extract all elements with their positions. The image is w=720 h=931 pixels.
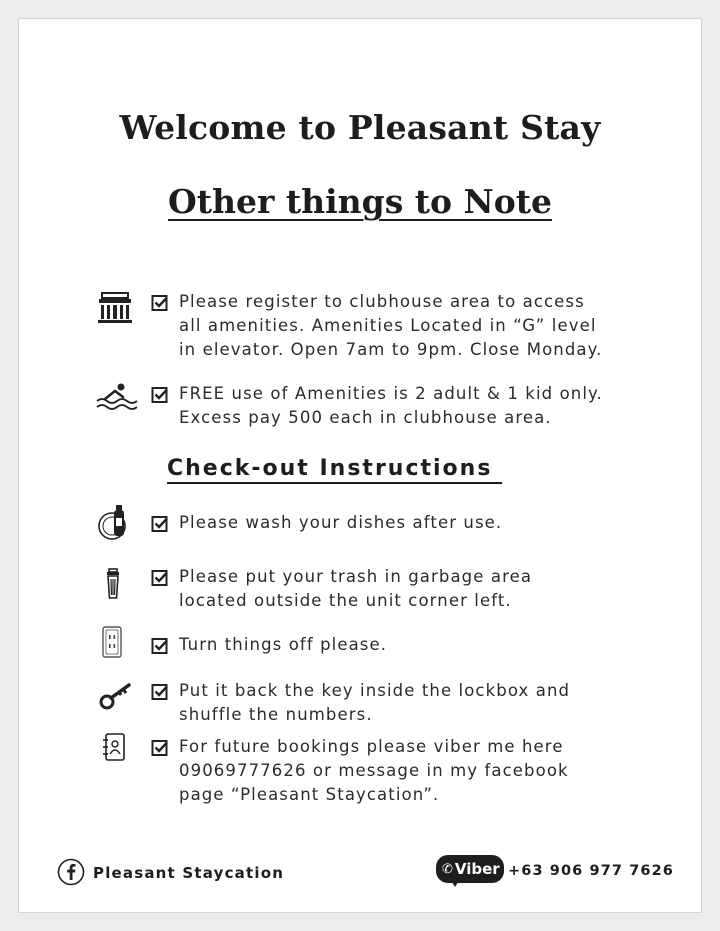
page-title: Welcome to Pleasant Stay <box>119 108 601 147</box>
swimmer-icon <box>95 381 145 421</box>
dish-soap-icon <box>95 502 145 542</box>
note-text: Please register to clubhouse area to access all amenities. Amenities Located in “G” level in elevator. Open 7am to 9pm. Close Monday. <box>179 292 603 359</box>
checkout-text: Put it back the key inside the lockbox and shuffle the numbers. <box>179 681 571 724</box>
key-icon <box>95 680 145 720</box>
checkout-text: Turn things off please. <box>179 635 388 654</box>
note-item <box>95 383 655 463</box>
viber-label: Viber <box>454 860 500 878</box>
page-subtitle: Other things to Note <box>168 182 552 221</box>
checkout-text: Please wash your dishes after use. <box>179 513 503 532</box>
viber-contact <box>436 855 674 889</box>
checkout-text: For future bookings please viber me here 09069777626 or message in my facebook page “Pleasant Staycation”. <box>179 737 569 804</box>
note-item <box>95 291 655 371</box>
checkout-item <box>95 736 655 816</box>
viber-bubble-tail <box>450 879 460 887</box>
phone-number: +63 906 977 7626 <box>508 863 674 879</box>
checkout-text: Please put your trash in garbage area located outside the unit corner left. <box>179 567 533 610</box>
viber-logo <box>436 855 504 883</box>
checkbox-checked-icon <box>151 637 169 655</box>
contact-book-icon <box>95 732 145 772</box>
facebook-icon <box>57 858 85 886</box>
checkbox-checked-icon <box>151 739 169 757</box>
checkbox-checked-icon <box>151 386 169 404</box>
note-text: FREE use of Amenities is 2 adult & 1 kid only. Excess pay 500 each in clubhouse area. <box>179 384 603 427</box>
clubhouse-building-icon <box>95 291 145 331</box>
facebook-page-name: Pleasant Staycation <box>93 864 285 882</box>
checkbox-checked-icon <box>151 569 169 587</box>
power-outlet-icon <box>95 626 145 666</box>
trash-bin-icon <box>95 568 145 608</box>
checkbox-checked-icon <box>151 683 169 701</box>
checkbox-checked-icon <box>151 294 169 312</box>
checkbox-checked-icon <box>151 515 169 533</box>
phone-icon: ✆ <box>442 861 453 877</box>
checkout-heading: Check-out Instructions <box>167 456 503 481</box>
